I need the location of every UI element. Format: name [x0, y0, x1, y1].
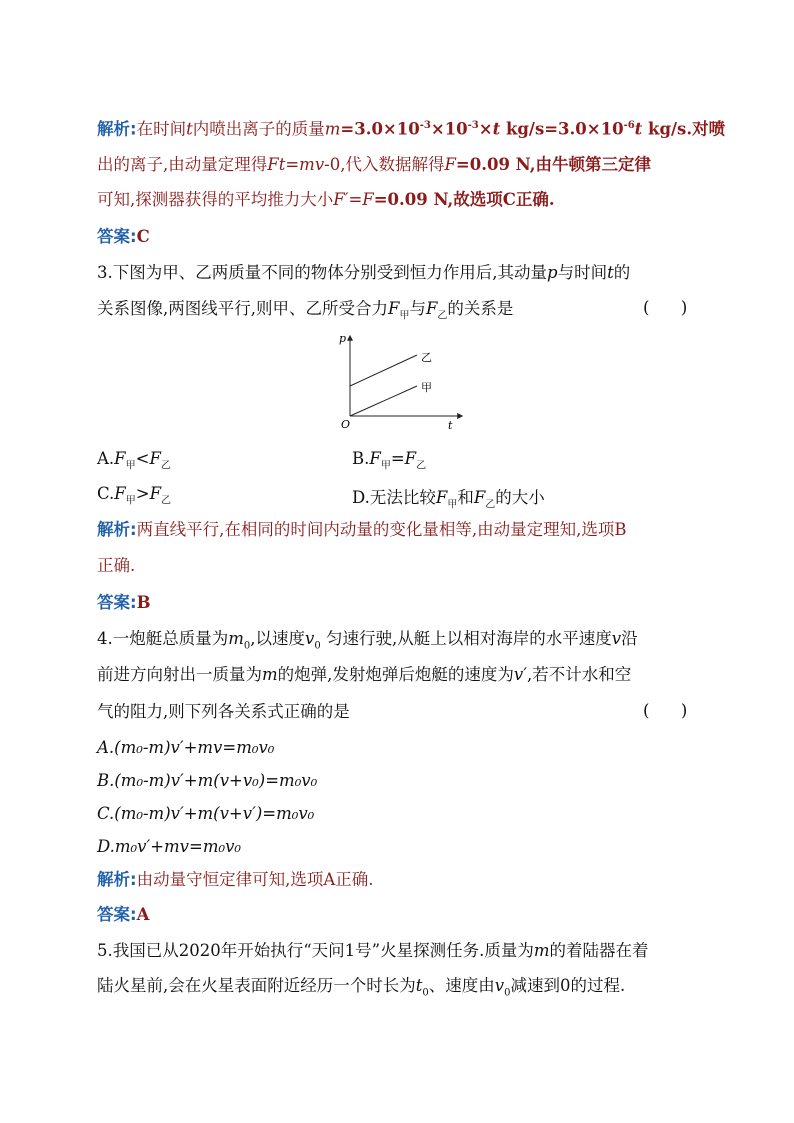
question-4-line2: 前进方向射出一质量为m的炮弹,发射炮弹后炮艇的速度为v′,若不计水和空: [97, 665, 632, 684]
line-jia: [350, 386, 417, 416]
question-5-line1: 5.我国已从2020年开始执行“天问1号”火星探测任务.质量为m的着陆器在着: [97, 941, 649, 960]
q4-option-d: D.m₀v′+mv=m₀v₀: [97, 837, 242, 856]
question-4-line1: 4.一炮艇总质量为$m_0$,以速度$v_0$ 匀速行驶,从艇上以相对海岸的水平速度v沿: [97, 629, 638, 652]
x-axis-label: t: [448, 419, 453, 432]
explain-label: 解析:: [97, 119, 137, 139]
q3-option-b: $B.F_甲=F_乙$: [352, 449, 427, 472]
question-3-line1: 3.下图为甲、乙两质量不同的物体分别受到恒力作用后,其动量p与时间t的: [97, 263, 631, 282]
line-yi: [350, 355, 417, 386]
answer-blank-q4: ( ): [643, 701, 688, 720]
q3-option-d: D.无法比较$F_甲$和$F_乙$的大小: [352, 488, 545, 511]
q3-option-c: $C.F_甲>F_乙$: [97, 484, 172, 507]
q4-option-c: C.(m₀-m)v′+m(v+v′)=m₀v₀: [97, 804, 315, 823]
question-5-line2: 陆火星前,会在火星表面附近经历一个时长为$t_0$、速度由$v_0$减速到0的过程.: [97, 976, 626, 999]
label-jia: 甲: [421, 381, 432, 394]
q4-option-b: B.(m₀-m)v′+m(v+v₀)=m₀v₀: [97, 771, 318, 790]
solution-q2-line3: 可知,探测器获得的平均推力大小F′=F=0.09 N,故选项C正确.: [97, 190, 555, 209]
solution-q2-line1: 解析:在时间t内喷出离子的质量$m=3.0\times 10^{-3}\times 10^{-3}\times t$ $kg/s=3.0\times 10^{-6}t$ kg/s.对喷: [97, 119, 726, 139]
solution-q3-line1: 解析:两直线平行,在相同的时间内动量的变化量相等,由动量定理知,选项B: [97, 520, 627, 539]
answer-q3: 答案:B: [97, 593, 151, 612]
answer-q2: 答案:C: [97, 227, 150, 246]
solution-q3-line2: 正确.: [97, 556, 136, 575]
label-yi: 乙: [421, 351, 432, 364]
y-axis-label: p: [339, 332, 347, 345]
question-3-line2: 关系图像,两图线平行,则甲、乙所受合力$F_甲$与$F_乙$的关系是: [97, 299, 514, 322]
solution-q4: 解析:由动量守恒定律可知,选项A正确.: [97, 870, 374, 889]
answer-q4: 答案:A: [97, 905, 150, 924]
answer-label: 答案:: [97, 227, 137, 246]
q4-option-a: A.(m₀-m)v′+mv=m₀v₀: [97, 738, 275, 757]
q3-option-a: $A.F_甲<F_乙$: [97, 449, 171, 472]
answer-blank-q3: ( ): [643, 298, 688, 317]
question-4-line3: 气的阻力,则下列各关系式正确的是: [97, 702, 350, 721]
origin-label: O: [341, 418, 351, 431]
momentum-time-graph: [337, 330, 467, 432]
solution-q2-line2: 出的离子,由动量定理得Ft=mv-0,代入数据解得F=0.09 N,由牛顿第三定律: [97, 155, 651, 174]
